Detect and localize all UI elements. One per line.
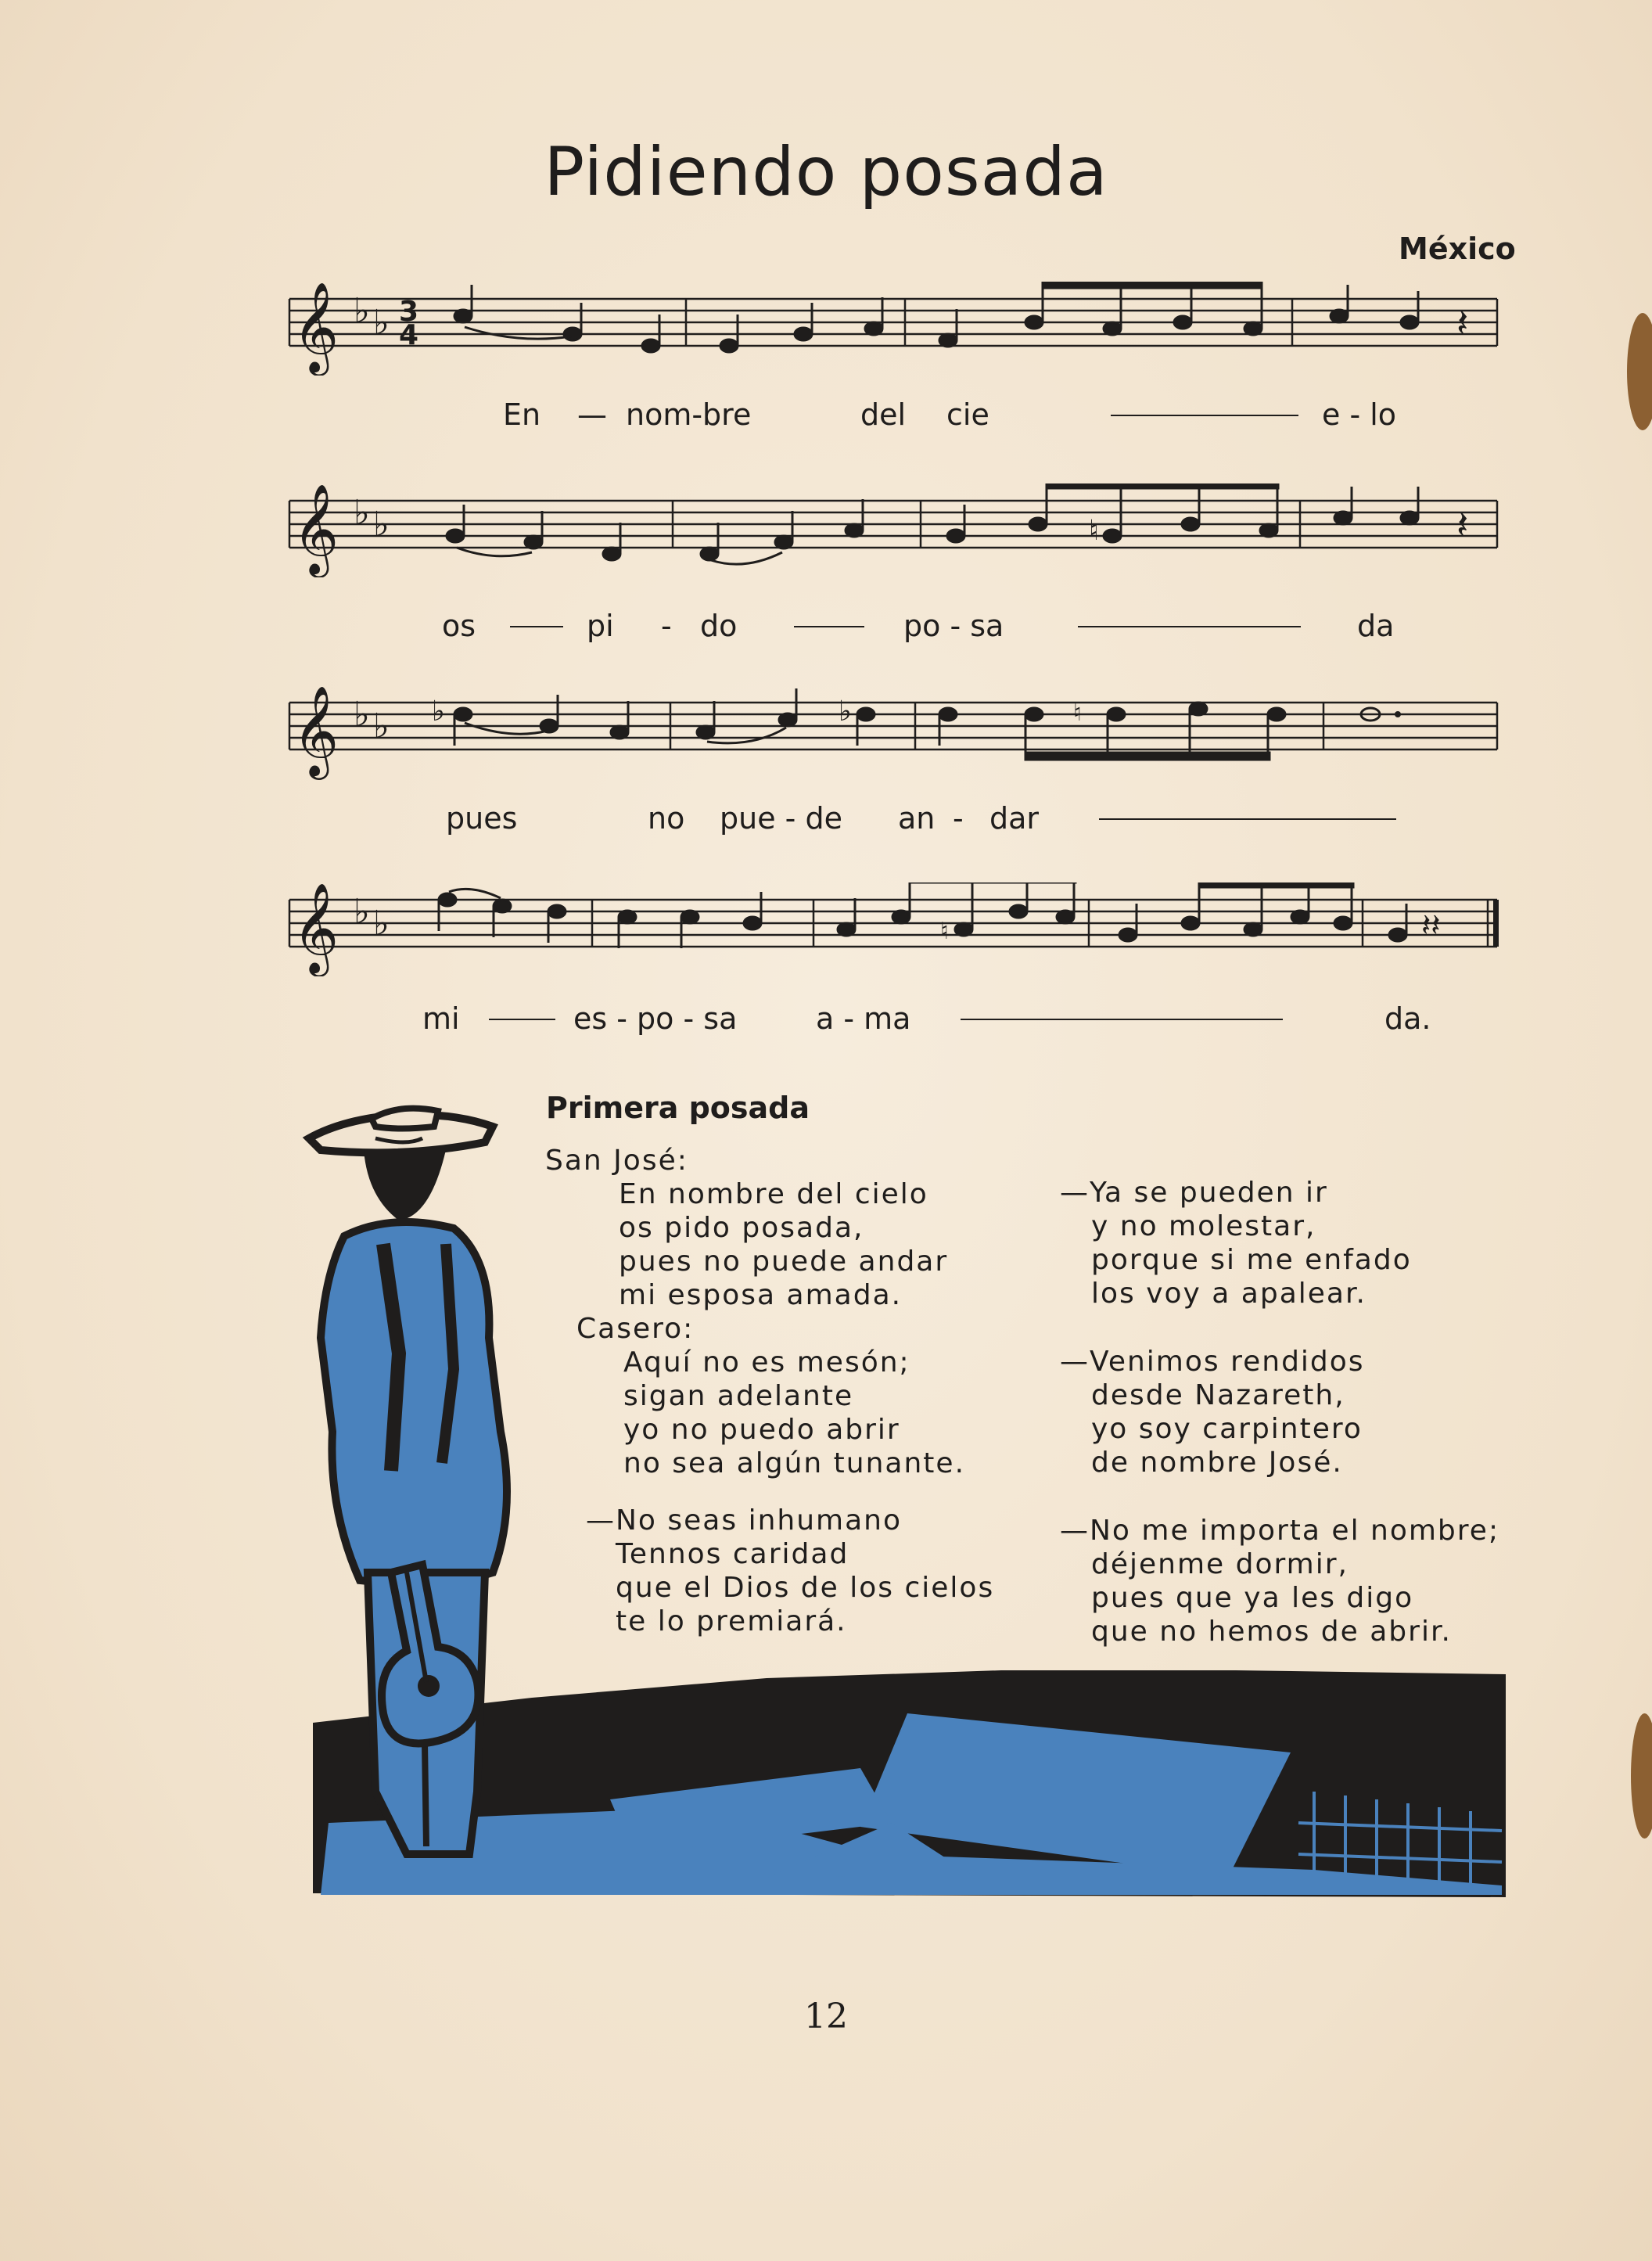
- lyrics-line-1: En — nom-bre del cie e - lo: [503, 397, 1397, 432]
- verse-line: los voy a apalear.: [1091, 1278, 1366, 1310]
- lyric-syllable: pue - de: [720, 801, 842, 836]
- lyric-syllable: do: [700, 609, 738, 643]
- verse-line: Casero:: [576, 1313, 695, 1345]
- svg-text:♮: ♮: [940, 918, 949, 945]
- music-staff-2: [283, 483, 1502, 577]
- verse-line: no sea algún tunante.: [623, 1447, 966, 1479]
- verse-line: pues no puede andar: [619, 1246, 949, 1278]
- lyric-syllable: a - ma: [816, 1001, 911, 1036]
- svg-text:♭: ♭: [373, 904, 390, 944]
- verse-line: te lo premiará.: [616, 1605, 847, 1637]
- paper-stain: [1627, 313, 1652, 430]
- verse-line: sigan adelante: [623, 1380, 854, 1412]
- lyric-syllable: no: [648, 801, 685, 836]
- verse-line: desde Nazareth,: [1091, 1379, 1345, 1411]
- lyric-syllable: os: [442, 609, 476, 643]
- lyric-syllable: -: [953, 801, 964, 836]
- svg-text:♭: ♭: [432, 696, 445, 728]
- verse-line: yo soy carpintero: [1091, 1413, 1363, 1445]
- music-staff-1: [283, 282, 1502, 376]
- svg-text:♭: ♭: [354, 892, 370, 932]
- verse-line: Tennos caridad: [616, 1538, 849, 1570]
- svg-text:𝄽: 𝄽: [1456, 300, 1469, 346]
- svg-text:♭: ♭: [373, 706, 390, 746]
- verse-heading: Primera posada: [546, 1091, 810, 1125]
- lyric-syllable: -: [661, 609, 672, 643]
- lyric-syllable: cie: [946, 397, 989, 432]
- paper-stain: [1631, 1713, 1652, 1839]
- verse-right-column: [1060, 1176, 1499, 1648]
- svg-text:♮: ♮: [1089, 515, 1099, 547]
- lyric-syllable: da.: [1384, 1001, 1431, 1036]
- svg-text:♭: ♭: [354, 695, 370, 735]
- lyric-syllable: del: [860, 397, 907, 432]
- lyric-syllable: nom-bre: [626, 397, 752, 432]
- page-number: 12: [804, 1997, 848, 2036]
- lyric-syllable: pi: [587, 609, 614, 643]
- verse-line: que el Dios de los cielos: [616, 1572, 995, 1604]
- lyric-syllable: pues: [446, 801, 518, 836]
- lyric-syllable: po - sa: [903, 609, 1004, 643]
- lyric-syllable: En: [503, 397, 541, 432]
- svg-text:𝄞: 𝄞: [293, 685, 339, 776]
- verse-line: déjenme dormir,: [1091, 1548, 1349, 1580]
- verse-line: os pido posada,: [619, 1212, 864, 1244]
- svg-text:4: 4: [399, 319, 419, 351]
- verse-line: —No seas inhumano: [586, 1504, 902, 1537]
- svg-text:𝄞: 𝄞: [293, 282, 339, 372]
- lyric-syllable: an: [898, 801, 936, 836]
- music-staff-3: [283, 685, 1502, 779]
- lyric-syllable: es - po - sa: [573, 1001, 738, 1036]
- verse-line: —Venimos rendidos: [1060, 1346, 1365, 1378]
- svg-text:3: 3: [399, 296, 419, 328]
- svg-text:♭: ♭: [373, 505, 390, 545]
- verse-line: —Ya se pueden ir: [1060, 1177, 1328, 1209]
- music-staff-4: [283, 882, 1502, 976]
- svg-text:♭: ♭: [839, 696, 852, 728]
- lyric-syllable: dar: [989, 801, 1040, 836]
- lyric-syllable: da: [1357, 609, 1395, 643]
- verse-line: que no hemos de abrir.: [1091, 1616, 1452, 1648]
- verse-line: yo no puedo abrir: [623, 1414, 900, 1446]
- svg-text:♭: ♭: [354, 291, 370, 331]
- lyrics-line-3: [0, 801, 1652, 840]
- lyrics-line-4: [0, 1001, 1652, 1041]
- svg-text:♭: ♭: [373, 303, 390, 343]
- lyric-syllable: mi: [422, 1001, 460, 1036]
- verse-left-column: [545, 1144, 994, 1638]
- song-origin: México: [1399, 232, 1516, 266]
- verse-line: —No me importa el nombre;: [1060, 1515, 1500, 1547]
- verse-line: pues que ya les digo: [1091, 1582, 1414, 1614]
- verse-line: porque si me enfado: [1091, 1244, 1412, 1276]
- svg-text:𝄽𝄽: 𝄽𝄽: [1421, 908, 1441, 944]
- svg-text:𝄽: 𝄽: [1456, 502, 1469, 548]
- svg-text:𝄞: 𝄞: [293, 882, 339, 973]
- lyrics-line-2: [0, 609, 1652, 648]
- svg-text:♮: ♮: [1073, 699, 1082, 727]
- svg-text:𝄞: 𝄞: [293, 483, 339, 574]
- verse-line: y no molestar,: [1091, 1210, 1316, 1242]
- verse-line: San José:: [545, 1145, 688, 1177]
- verse-line: En nombre del cielo: [619, 1178, 928, 1210]
- verse-line: de nombre José.: [1091, 1447, 1343, 1479]
- svg-text:♭: ♭: [354, 493, 370, 533]
- page-title: Pidiendo posada: [544, 133, 1108, 211]
- verse-line: mi esposa amada.: [619, 1279, 903, 1311]
- verse-line: Aquí no es mesón;: [623, 1346, 910, 1379]
- lyric-syllable: e - lo: [1322, 397, 1397, 432]
